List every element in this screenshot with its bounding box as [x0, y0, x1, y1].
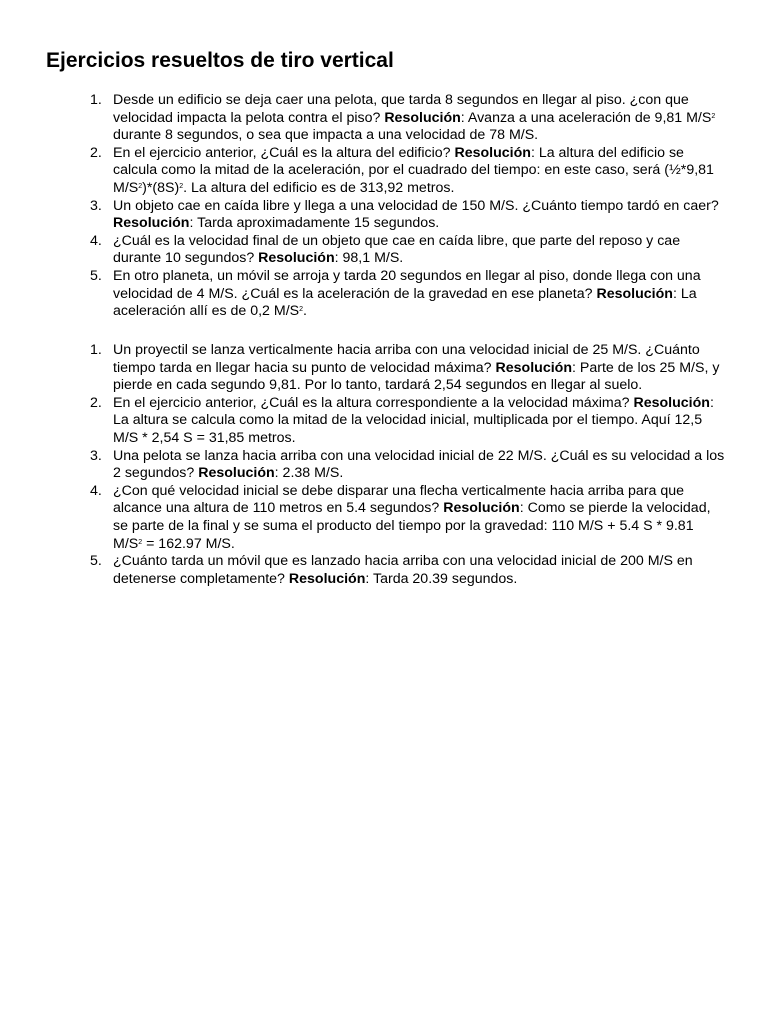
answer-text: )*(8S) [142, 179, 180, 196]
question-text: ¿Con qué velocidad inicial se debe disparar una flecha verticalmente hacia arriba para que alcance una altura de 110 metros en 5.4 segundos? [113, 482, 684, 517]
question-text: Una pelota se lanza hacia arriba con una velocidad inicial de 22 M/S. ¿Cuál es su velocidad a los 2 segundos? [113, 447, 725, 482]
list-item [0, 145, 725, 198]
list-item [0, 395, 725, 448]
item-number: 2. [90, 144, 102, 161]
question-text: Desde un edificio se deja caer una pelota, que tarda 8 segundos en llegar al piso. ¿con que velocidad impacta la pelota contra el piso? [113, 92, 689, 126]
item-number: 4. [90, 482, 102, 499]
exercise-list-free-fall [0, 92, 768, 321]
answer-text: : Tarda aproximadamente 15 segundos. [189, 215, 440, 232]
superscript: 2 [138, 182, 143, 190]
resolution-label: Resolución [633, 394, 710, 411]
answer-text: = 162.97 M/S. [142, 535, 235, 552]
answer-text: : 98,1 M/S. [334, 250, 404, 267]
question-text: ¿Cuánto tarda un móvil que es lanzado hacia arriba con una velocidad inicial de 200 M/S en detenerse completamente? [113, 553, 693, 587]
answer-text: : 2.38 M/S. [274, 465, 344, 482]
item-number: 3. [90, 447, 102, 464]
question-text: ¿Cuál es la velocidad final de un objeto que cae en caída libre, que parte del reposo y cae durante 10 segundos? [113, 232, 681, 267]
answer-text: : Tarda 20.39 segundos. [365, 570, 518, 587]
resolution-label: Resolución [384, 109, 461, 126]
resolution-label: Resolución [443, 500, 520, 517]
resolution-label: Resolución [113, 215, 190, 232]
list-item [0, 448, 725, 483]
exercise-list-upward-throw [0, 342, 768, 588]
answer-text: : La aceleración allí es de 0,2 M/S [113, 285, 697, 320]
answer-text: : La altura del edificio se calcula como la mitad de la aceleración, por el cuadrado del tiempo: en este caso, será (½*9,81 M/S [113, 144, 714, 196]
resolution-label: Resolución [596, 285, 673, 302]
item-number: 1. [90, 92, 102, 108]
list-item [0, 198, 725, 233]
item-number: 5. [90, 267, 102, 284]
item-number: 2. [90, 394, 102, 411]
item-number: 1. [90, 342, 102, 358]
list-item [0, 553, 725, 588]
list-item [0, 483, 725, 553]
item-number: 5. [90, 553, 102, 570]
answer-text: : La altura se calcula como la mitad de la velocidad inicial, multiplicada por el tiempo. Aquí 12,5 M/S * 2,54 S = 31,85 metros. [113, 394, 714, 446]
list-item [0, 268, 725, 321]
answer-text: : Parte de los 25 M/S, y pierde en cada segundo 9,81. Por lo tanto, tardará 2,54 segundos en llegar al suelo. [113, 359, 720, 394]
question-text: Un objeto cae en caída libre y llega a una velocidad de 150 M/S. ¿Cuánto tiempo tardó en caer? [113, 197, 719, 214]
page-title: Ejercicios resueltos de tiro vertical [46, 49, 394, 72]
list-item [0, 342, 725, 395]
superscript: 2 [711, 112, 716, 120]
superscript: 2 [179, 182, 184, 190]
resolution-label: Resolución [258, 250, 335, 267]
question-text: En el ejercicio anterior, ¿Cuál es la altura correspondiente a la velocidad máxima? [113, 394, 634, 411]
question-text: Un proyectil se lanza verticalmente hacia arriba con una velocidad inicial de 25 M/S. ¿Cuánto tiempo tarda en llegar hacia su punto de velocidad máxima? [113, 342, 700, 376]
list-item [0, 92, 725, 145]
question-text: En el ejercicio anterior, ¿Cuál es la altura del edificio? [113, 144, 455, 161]
answer-text: . La altura del edificio es de 313,92 metros. [183, 179, 455, 196]
answer-text: : Como se pierde la velocidad, se parte de la final y se suma el producto del tiempo por la gravedad: 110 M/S + 5.4 S * 9.81 M/S [113, 500, 711, 552]
superscript: 2 [138, 538, 143, 546]
resolution-label: Resolución [495, 359, 572, 376]
item-number: 4. [90, 232, 102, 249]
answer-text: durante 8 segundos, o sea que impacta a una velocidad de 78 M/S. [113, 127, 539, 144]
list-item [0, 233, 725, 268]
question-text: En otro planeta, un móvil se arroja y tarda 20 segundos en llegar al piso, donde llega con una velocidad de 4 M/S. ¿Cuál es la aceleración de la gravedad en ese planeta? [113, 267, 701, 302]
answer-text: . [303, 303, 307, 320]
resolution-label: Resolución [198, 465, 275, 482]
item-number: 3. [90, 197, 102, 214]
superscript: 2 [299, 306, 304, 314]
answer-text: : Avanza a una aceleración de 9,81 M/S [460, 109, 712, 126]
resolution-label: Resolución [288, 570, 366, 587]
resolution-label: Resolución [454, 144, 531, 161]
